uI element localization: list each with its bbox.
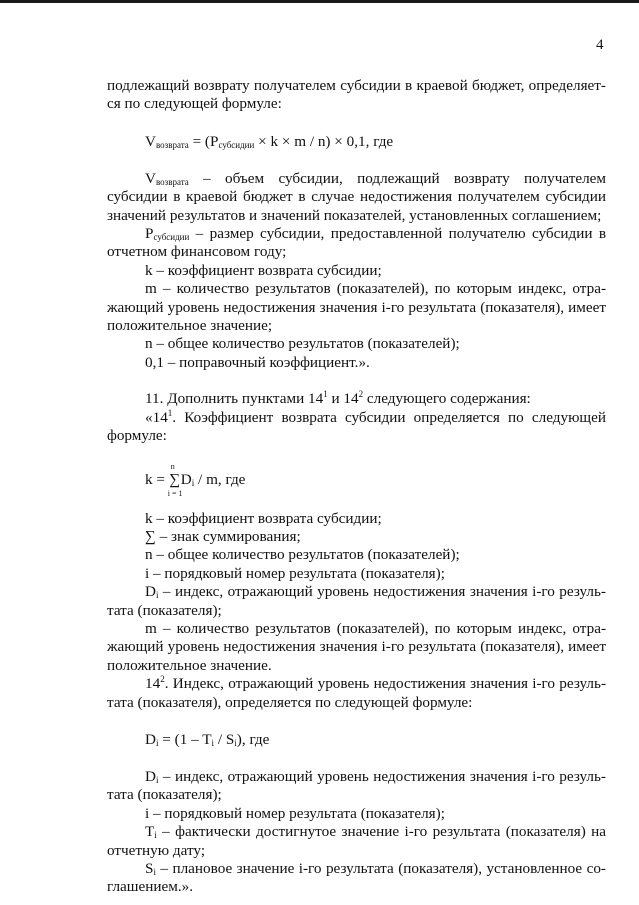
- item-text: 11. Дополнить пунктами 14: [145, 390, 324, 408]
- formula-part: k =: [145, 470, 169, 488]
- definition-text: – фактически достигнутое значение i-го результата (показателя) на отчетную дату;: [107, 823, 606, 859]
- definition-text: – плановое значение i-го результата (показателя), установленное со-глашением.».: [107, 860, 606, 896]
- summation-upper-limit: n: [170, 461, 175, 471]
- formula-subscript: i: [155, 737, 159, 748]
- formula-subscript: i: [211, 737, 215, 748]
- intro-paragraph: подлежащий возврату получателем субсидии в краевой бюджет, определяет-ся по следующей формуле:: [107, 77, 606, 113]
- definition-coefficient: 0,1 – поправочный коэффициент.».: [145, 353, 370, 371]
- symbol-subscript: i: [154, 830, 157, 841]
- definition-i: i – порядковый номер результата (показателя);: [145, 564, 445, 582]
- symbol: D: [145, 767, 156, 785]
- formula-subscript: возврата: [155, 139, 189, 150]
- definition-d: [107, 583, 606, 620]
- superscript: 2: [358, 389, 364, 400]
- top-border-line: [0, 0, 639, 3]
- definition-m: m – количество результатов (показателей), по которым индекс, отра-жающий уровень недостижения значения i-го результата (показателя), имеет положительное значение;: [107, 280, 606, 335]
- formula-part: ), где: [236, 730, 270, 748]
- symbol: P: [145, 225, 154, 243]
- definition-text: – индекс, отражающий уровень недостижения значения i-го резуль-тата (показателя);: [107, 583, 606, 619]
- item-11-paragraph: [107, 390, 606, 408]
- definition-k2: k – коэффициент возврата субсидии;: [145, 509, 382, 527]
- point-14-1-paragraph: [107, 409, 606, 446]
- item-text: и 14: [327, 390, 359, 408]
- formula-symbol: D: [145, 730, 156, 748]
- symbol: D: [145, 583, 156, 601]
- definition-text: – размер субсидии, предоставленной получателю субсидии в отчетном финансовом году;: [107, 225, 606, 261]
- document-body: [107, 77, 606, 897]
- formula-part: = (1 – T: [158, 730, 212, 748]
- formula-subscript: i: [191, 477, 195, 488]
- symbol-subscript: i: [155, 774, 159, 785]
- definition-n2: n – общее количество результатов (показателей);: [145, 546, 460, 564]
- definition-s: [107, 860, 606, 897]
- summation-sign: [167, 461, 183, 498]
- point-text: . Индекс, отражающий уровень недостижения значения i-го резуль-тата (показателя), определяется по следующей формуле:: [107, 675, 606, 711]
- definition-v: [107, 170, 606, 225]
- definition-sum: ∑ – знак суммирования;: [145, 527, 301, 545]
- superscript: 1: [167, 407, 173, 418]
- definition-k: k – коэффициент возврата субсидии;: [145, 261, 382, 279]
- definition-p: [107, 225, 606, 262]
- point-text: «14: [145, 408, 168, 426]
- formula-part: = (P: [188, 132, 219, 150]
- formula-coefficient: [145, 461, 606, 498]
- formula-subscript: субсидии: [218, 139, 255, 150]
- symbol-subscript: i: [153, 867, 156, 877]
- definition-t: [107, 823, 606, 860]
- formula-index: [145, 730, 606, 750]
- formula-part: / m, где: [194, 470, 246, 488]
- point-text: . Коэффициент возврата субсидии определяется по следующей формуле:: [107, 408, 606, 445]
- symbol-subscript: субсидии: [153, 232, 190, 243]
- page-number: 4: [596, 37, 604, 53]
- item-text: следующего содержания:: [363, 390, 531, 408]
- symbol-subscript: i: [155, 590, 159, 601]
- definition-text: – объем субсидии, подлежащий возврату получателем субсидии в краевой бюджет в случае недостижения получателем субсидии значений результатов и значений показателей, установленных соглашением;: [107, 169, 606, 224]
- symbol: S: [145, 860, 154, 877]
- formula-symbol: D: [180, 470, 192, 488]
- definition-i3: i – порядковый номер результата (показателя);: [145, 804, 445, 822]
- symbol-subscript: возврата: [155, 176, 189, 187]
- definition-d3: [107, 768, 606, 805]
- point-14-2-paragraph: [107, 675, 606, 712]
- formula-subscript: i: [234, 737, 237, 748]
- superscript: 1: [323, 389, 328, 400]
- symbol: V: [145, 169, 156, 187]
- formula-symbol: V: [145, 132, 156, 150]
- formula-part: / S: [214, 730, 235, 748]
- point-text: 14: [145, 675, 161, 693]
- symbol: T: [145, 823, 155, 841]
- summation-symbol: ∑: [169, 470, 181, 488]
- superscript: 2: [160, 674, 165, 685]
- definition-m2: m – количество результатов (показателей), по которым индекс, отра-жающий уровень недостижения значения i-го результата (показателя), имеет положительное значение.: [107, 619, 606, 674]
- formula-part: × k × m / n) × 0,1, где: [254, 132, 394, 150]
- formula-refund: [145, 132, 606, 152]
- definition-text: – индекс, отражающий уровень недостижения значения i-го резуль-тата (показателя);: [107, 767, 606, 804]
- definition-n: n – общее количество результатов (показателей);: [145, 335, 460, 353]
- summation-lower-limit: i = 1: [167, 488, 183, 498]
